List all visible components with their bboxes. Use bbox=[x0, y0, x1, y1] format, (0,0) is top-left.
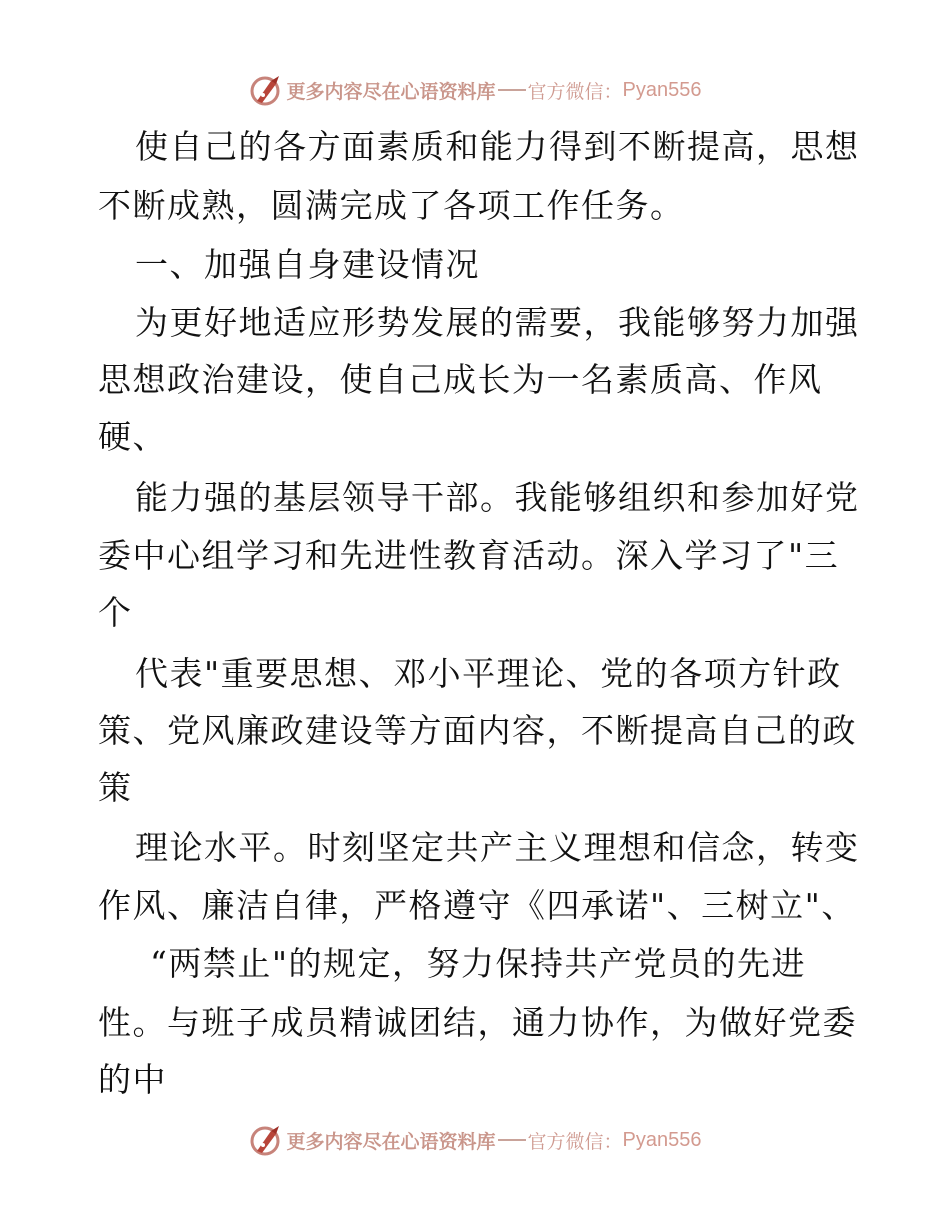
body-line: 策 bbox=[98, 768, 133, 807]
body-line: 使自己的各方面素质和能力得到不断提高，思想 bbox=[135, 127, 860, 166]
header-watermark bbox=[0, 70, 950, 110]
watermark-official-label: 官方微信： bbox=[527, 1130, 623, 1153]
body-line: 个 bbox=[98, 593, 133, 632]
watermark-dash bbox=[498, 1139, 526, 1141]
body-line: 为更好地适应形势发展的需要，我能够努力加强 bbox=[135, 303, 860, 342]
watermark-dash bbox=[498, 89, 526, 91]
body-line: 理论水平。时刻坚定共产主义理想和信念，转变 bbox=[135, 828, 860, 867]
watermark-brand: 更多内容尽在心语资料库 bbox=[286, 1130, 496, 1153]
body-line: 代表"重要思想、邓小平理论、党的各项方针政 bbox=[135, 654, 842, 693]
body-line: “两禁止"的规定，努力保持共产党员的先进 bbox=[150, 944, 807, 983]
watermark-official-label: 官方微信： bbox=[527, 80, 623, 103]
body-line: 硬、 bbox=[98, 417, 167, 456]
section-heading: 一、加强自身建设情况 bbox=[135, 245, 480, 284]
watermark-wechat-id: Pyan556 bbox=[622, 1128, 702, 1151]
watermark-wechat-id: Pyan556 bbox=[622, 78, 702, 101]
body-line: 的中 bbox=[98, 1060, 167, 1099]
body-line: 策、党风廉政建设等方面内容，不断提高自己的政 bbox=[98, 711, 857, 750]
pen-quill-logo-icon bbox=[249, 1123, 283, 1157]
footer-watermark bbox=[0, 1120, 950, 1160]
body-line: 思想政治建设，使自己成长为一名素质高、作风 bbox=[98, 360, 823, 399]
body-line: 委中心组学习和先进性教育活动。深入学习了"三 bbox=[98, 536, 840, 575]
watermark-brand: 更多内容尽在心语资料库 bbox=[286, 80, 496, 103]
pen-quill-logo-icon bbox=[249, 73, 283, 107]
body-line: 能力强的基层领导干部。我能够组织和参加好党 bbox=[135, 478, 860, 517]
body-line: 性。与班子成员精诚团结，通力协作，为做好党委 bbox=[98, 1003, 857, 1042]
body-line: 不断成熟，圆满完成了各项工作任务。 bbox=[98, 186, 685, 225]
body-line: 作风、廉洁自律，严格遵守《四承诺"、三树立"、 bbox=[98, 886, 856, 925]
